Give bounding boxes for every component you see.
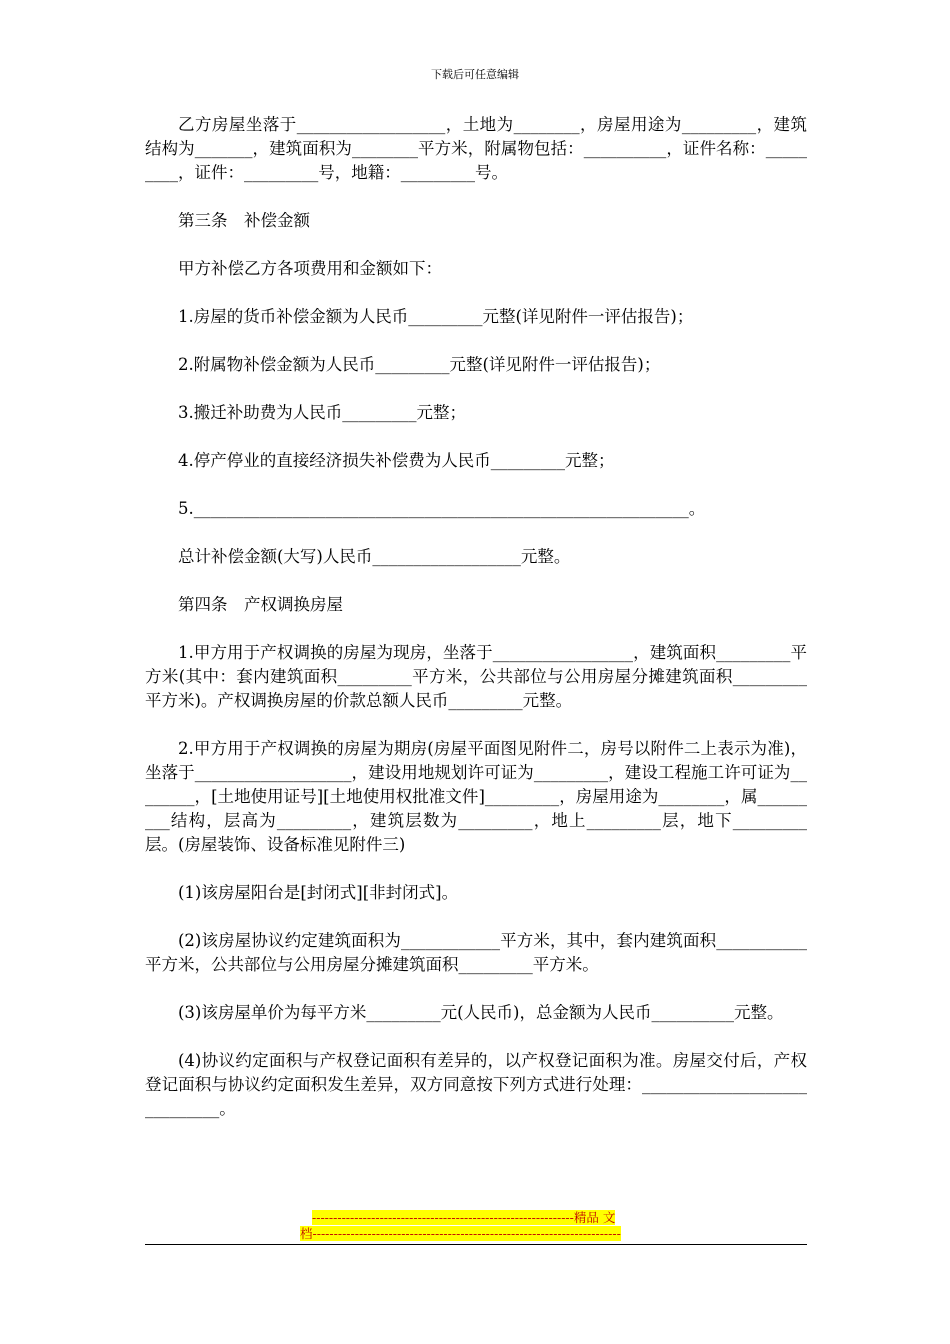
footer-line-1: --------------------------------------------------------------精品 文	[312, 1210, 616, 1225]
paragraph-sub-2: (2)该房屋协议约定建筑面积为____________平方米，其中，套内建筑面积___________平方米，公共部位与公用房屋分摊建筑面积_________平方米。	[145, 931, 807, 974]
paragraph-sub-3: (3)该房屋单价为每平方米_________元(人民币)，总金额为人民币__________元整。	[178, 1003, 784, 1022]
article-3-heading: 第三条 补偿金额	[178, 211, 310, 230]
paragraph-item-4: 4.停产停业的直接经济损失补偿费为人民币_________元整；	[178, 451, 615, 470]
paragraph-item-2: 2.附属物补偿金额为人民币_________元整(详见附件一评估报告)；	[178, 355, 661, 374]
paragraph-compensation-intro: 甲方补偿乙方各项费用和金额如下：	[178, 259, 442, 278]
paragraph-item-1: 1.房屋的货币补偿金额为人民币_________元整(详见附件一评估报告)；	[178, 307, 694, 326]
footer-banner	[300, 1210, 650, 1242]
paragraph-total: 总计补偿金额(大写)人民币__________________元整。	[178, 547, 571, 566]
paragraph-sub-4: (4)协议约定面积与产权登记面积有差异的，以产权登记面积为准。房屋交付后，产权登记面积与协议约定面积发生差异，双方同意按下列方式进行处理：_____________________________。	[145, 1051, 807, 1118]
paragraph-exchange-2: 2.甲方用于产权调换的房屋为期房(房屋平面图见附件二，房号以附件二上表示为准)，坐落于___________________，建设用地规划许可证为_________，建设工程施工许可证为________，[土地使用证号][土地使用权批准文件]_________，房屋用途为________，属_________结构，层高为_________，建筑层数为_________，地上_________层，地下_________层。(房屋装饰、设备标准见附件三)	[145, 739, 807, 854]
paragraph-item-3: 3.搬迁补助费为人民币_________元整；	[178, 403, 466, 422]
footer-line-2: 档-------------------------------------------------------------------------	[300, 1226, 621, 1241]
page-header: 下载后可任意编辑	[431, 68, 519, 81]
document-body	[145, 113, 807, 1145]
paragraph-exchange-1: 1.甲方用于产权调换的房屋为现房，坐落于_________________，建筑面积_________平方米(其中：套内建筑面积_________平方米，公共部位与公用房屋分摊建筑面积_________平方米)。产权调换房屋的价款总额人民币_________元整。	[145, 643, 807, 710]
paragraph-property-location: 乙方房屋坐落于__________________，土地为________，房屋用途为_________，建筑结构为_______，建筑面积为________平方米，附属物包括：__________，证件名称：_________，证件：_________号，地籍：_________号。	[145, 115, 807, 182]
footer-divider	[145, 1244, 807, 1245]
paragraph-sub-1: (1)该房屋阳台是[封闭式][非封闭式]。	[178, 883, 459, 902]
paragraph-item-5: 5.____________________________________________________________。	[178, 499, 706, 518]
article-4-heading: 第四条 产权调换房屋	[178, 595, 343, 614]
